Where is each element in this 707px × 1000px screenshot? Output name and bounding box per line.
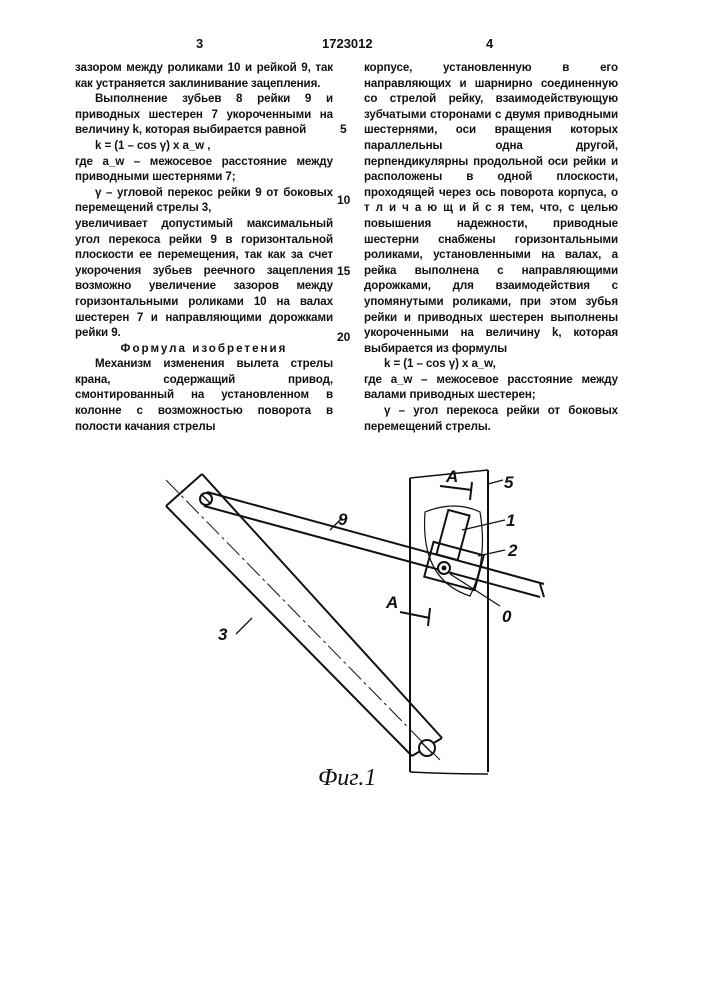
right-text-column: [364, 60, 618, 434]
label-column: 5: [504, 473, 514, 492]
label-axis: 0: [502, 607, 512, 626]
label-part-1: 1: [506, 511, 516, 530]
paragraph: где a_w – межосевое расстояние между валами приводных шестерен;: [364, 372, 618, 402]
figure-1-drawing: [0, 440, 707, 820]
left-text-column: [75, 60, 333, 434]
paragraph: увеличивает допустимый максимальный угол перекоса рейки 9 в горизонтальной плоскости ее перемещения, так как за счет укорочения зубьев реечного зацепления возможно увеличение зазоров между горизонтальными роликами 10 на валах шестерен 7 и направляющими дорожками рейки 9.: [75, 216, 333, 340]
boom-outline: [166, 474, 442, 760]
formula: k = (1 – cos γ) x a_w,: [384, 357, 496, 371]
drive-housing: [424, 506, 484, 596]
formula: k = (1 – cos γ) x a_w ,: [95, 138, 211, 152]
paragraph: Механизм изменения вылета стрелы крана, содержащий привод, смонтированный на установленном в колонне с возможностью поворота в полости качания стрелы: [75, 357, 333, 433]
page-number-right: 4: [486, 36, 494, 51]
paragraph: корпусе, установленную в его направляющих и шарнирно соединенную со стрелой рейку, взаимодействующую зубчатыми сторонами с двумя приводными шестернями, оси вращения которых параллельны одна другой, перпендикулярны продольной оси рейки и расположены в одной плоскости, проходящей через ось поворота корпуса, о т л и ч а ю щ и й с я тем, что, с целью повышения надежности, приводные шестерни снабжены горизонтальными роликами, установленными на валах, а рейка выполнена с направляющими дорожками, для взаимодействия с упомянутыми роликами, при этом зубья рейки и приводных шестерен выполнены укороченными на величину k, которая выбирается из формулы: [364, 61, 618, 355]
section-heading: Формула изобретения: [120, 341, 288, 355]
line-number: 10: [337, 193, 351, 207]
label-section-bottom: A: [386, 593, 399, 612]
column-body: [410, 470, 488, 774]
paragraph: γ – угловой перекос рейки 9 от боковых перемещений стрелы 3,: [75, 185, 333, 215]
paragraph: зазором между роликами 10 и рейкой 9, так как устраняется заклинивание зацепления.: [75, 61, 333, 90]
paragraph: γ – угол перекоса рейки от боковых перемещений стрелы.: [364, 404, 618, 433]
paragraph: Выполнение зубьев 8 рейки 9 и приводных шестерен 7 укороченными на величину k, которая выбирается равной: [75, 92, 333, 137]
patent-number: 1723012: [322, 36, 373, 51]
paragraph: где a_w – межосевое расстояние между приводными шестернями 7;: [75, 154, 333, 184]
line-number: 15: [337, 264, 351, 278]
label-rack: 9: [338, 510, 348, 529]
label-part-2: 2: [508, 541, 518, 560]
figure-caption: Фиг.1: [318, 765, 377, 791]
label-boom: 3: [218, 625, 228, 644]
label-section-top: A: [446, 467, 459, 486]
line-number: 20: [337, 330, 351, 344]
rack: [204, 492, 544, 597]
page-number-left: 3: [196, 36, 204, 51]
line-number: 5: [340, 122, 347, 136]
